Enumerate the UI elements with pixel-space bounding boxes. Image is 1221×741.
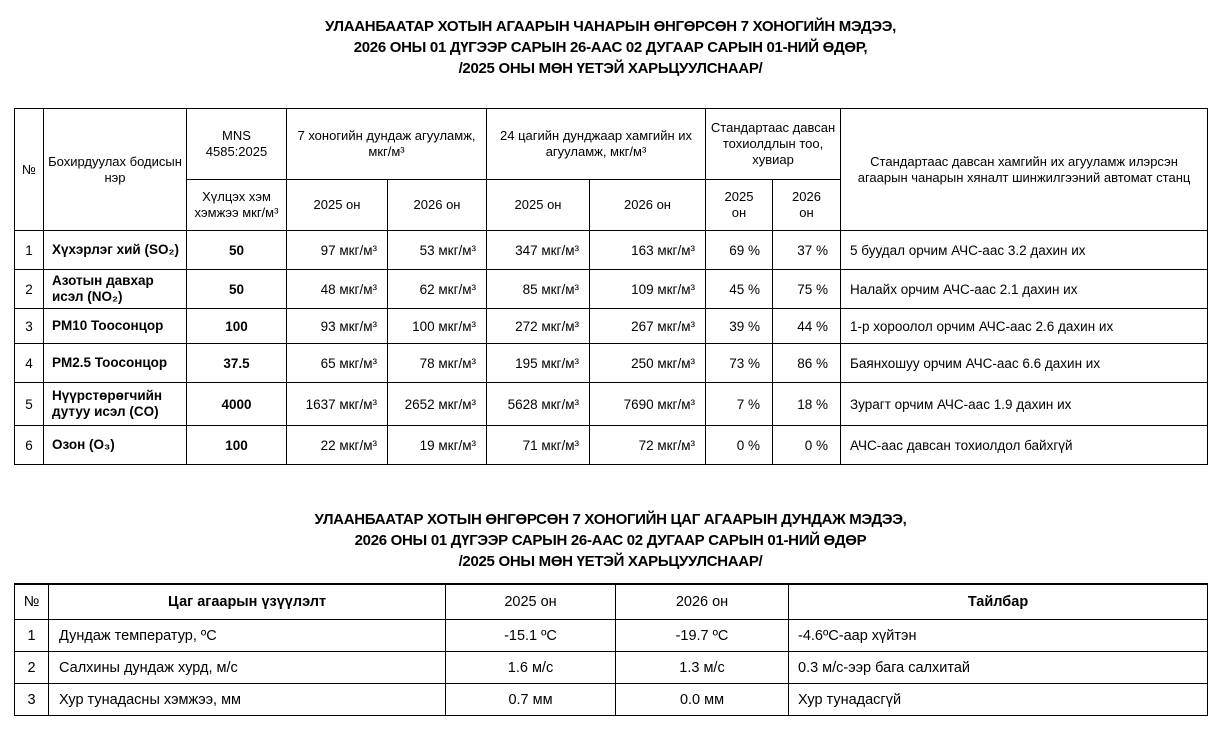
value-2026: -19.7 ºС bbox=[616, 620, 789, 652]
exceed-2025-percent: 69 % bbox=[706, 231, 773, 270]
row-number: 1 bbox=[15, 620, 49, 652]
air-header-row-1 bbox=[15, 109, 1208, 180]
avg7-2025-value: 97 мкг/м³ bbox=[287, 231, 388, 270]
col-header-exceed-2025 bbox=[706, 180, 773, 231]
station-note: АЧС-аас давсан тохиолдол байхгүй bbox=[841, 426, 1208, 465]
exceed-2026-percent: 75 % bbox=[773, 270, 841, 309]
table-row bbox=[15, 684, 1208, 716]
mns-standard-label: MNS 4585:2025 bbox=[205, 128, 268, 159]
col-header-2025: 2025 он bbox=[446, 584, 616, 620]
limit-value: 100 bbox=[187, 309, 287, 344]
avg7-2026-value: 2652 мкг/м³ bbox=[388, 383, 487, 426]
exceed-2026-percent: 37 % bbox=[773, 231, 841, 270]
max24-2025-value: 5628 мкг/м³ bbox=[487, 383, 590, 426]
table-row bbox=[15, 270, 1208, 309]
max24-2025-value: 85 мкг/м³ bbox=[487, 270, 590, 309]
row-number: 4 bbox=[15, 344, 44, 383]
max24-2025-value: 71 мкг/м³ bbox=[487, 426, 590, 465]
col-header-note: Тайлбар bbox=[789, 584, 1208, 620]
avg7-2026-value: 62 мкг/м³ bbox=[388, 270, 487, 309]
max24-2026-value: 250 мкг/м³ bbox=[590, 344, 706, 383]
pollutant-name: Хүхэрлэг хий (SO₂) bbox=[44, 231, 187, 270]
col-header-mns-standard bbox=[187, 109, 287, 180]
exceed-2025-percent: 73 % bbox=[706, 344, 773, 383]
weather-table bbox=[14, 583, 1208, 716]
note-text: -4.6ºС-аар хүйтэн bbox=[789, 620, 1208, 652]
col-header-max24-2026: 2026 он bbox=[590, 180, 706, 231]
table-row bbox=[15, 620, 1208, 652]
year-label: 2025 он bbox=[724, 189, 754, 220]
col-header-max24-2025: 2025 он bbox=[487, 180, 590, 231]
avg7-2025-value: 22 мкг/м³ bbox=[287, 426, 388, 465]
station-note: 1-р хороолол орчим АЧС-аас 2.6 дахин их bbox=[841, 309, 1208, 344]
limit-value: 37.5 bbox=[187, 344, 287, 383]
weather-title-line-1: УЛААНБААТАР ХОТЫН ӨНГӨРСӨН 7 ХОНОГИЙН ЦАГ АГААРЫН ДУНДАЖ МЭДЭЭ, bbox=[314, 511, 907, 528]
indicator-name: Салхины дундаж хурд, м/с bbox=[49, 652, 446, 684]
row-number: 1 bbox=[15, 231, 44, 270]
air-title-line-3: /2025 ОНЫ МӨН ҮЕТЭЙ ХАРЬЦУУЛСНААР/ bbox=[458, 60, 763, 77]
pollutant-name: Азотын давхар исэл (NO₂) bbox=[44, 270, 187, 309]
avg7-2025-value: 65 мкг/м³ bbox=[287, 344, 388, 383]
max24-2026-value: 72 мкг/м³ bbox=[590, 426, 706, 465]
col-header-station: Стандартаас давсан хамгийн их агууламж илэрсэн агаарын чанарын хяналт шинжилгээний автомат станц bbox=[841, 109, 1208, 231]
value-2025: 0.7 мм bbox=[446, 684, 616, 716]
row-number: 6 bbox=[15, 426, 44, 465]
exceed-2026-percent: 44 % bbox=[773, 309, 841, 344]
avg7-2025-value: 93 мкг/м³ bbox=[287, 309, 388, 344]
air-report-title bbox=[0, 0, 1221, 79]
max24-2026-value: 267 мкг/м³ bbox=[590, 309, 706, 344]
table-row bbox=[15, 231, 1208, 270]
weather-title-line-2: 2026 ОНЫ 01 ДҮГЭЭР САРЫН 26-ААС 02 ДУГААР САРЫН 01-НИЙ ӨДӨР bbox=[354, 532, 867, 549]
avg7-2026-value: 53 мкг/м³ bbox=[388, 231, 487, 270]
weather-header-row bbox=[15, 584, 1208, 620]
table-row bbox=[15, 426, 1208, 465]
col-header-avg7-2026: 2026 он bbox=[388, 180, 487, 231]
air-title-line-1: УЛААНБААТАР ХОТЫН АГААРЫН ЧАНАРЫН ӨНГӨРСӨН 7 ХОНОГИЙН МЭДЭЭ, bbox=[325, 18, 896, 35]
avg7-2026-value: 78 мкг/м³ bbox=[388, 344, 487, 383]
col-header-exceed-percent: Стандартаас давсан тохиолдлын тоо, хувиар bbox=[706, 109, 841, 180]
max24-2026-value: 109 мкг/м³ bbox=[590, 270, 706, 309]
exceed-2025-percent: 7 % bbox=[706, 383, 773, 426]
value-2025: -15.1 ºС bbox=[446, 620, 616, 652]
max24-2026-value: 163 мкг/м³ bbox=[590, 231, 706, 270]
note-text: Хур тунадасгүй bbox=[789, 684, 1208, 716]
year-label: 2026 он bbox=[792, 189, 821, 220]
pollutant-name: Озон (O₃) bbox=[44, 426, 187, 465]
exceed-2025-percent: 45 % bbox=[706, 270, 773, 309]
col-header-exceed-2026 bbox=[773, 180, 841, 231]
col-header-no: № bbox=[15, 109, 44, 231]
row-number: 3 bbox=[15, 684, 49, 716]
weather-report-title bbox=[0, 509, 1221, 572]
row-number: 2 bbox=[15, 270, 44, 309]
avg7-2026-value: 19 мкг/м³ bbox=[388, 426, 487, 465]
indicator-name: Дундаж температур, ºС bbox=[49, 620, 446, 652]
col-header-avg7-2025: 2025 он bbox=[287, 180, 388, 231]
avg7-2026-value: 100 мкг/м³ bbox=[388, 309, 487, 344]
max24-2025-value: 272 мкг/м³ bbox=[487, 309, 590, 344]
limit-value: 4000 bbox=[187, 383, 287, 426]
station-note: 5 буудал орчим АЧС-аас 3.2 дахин их bbox=[841, 231, 1208, 270]
pollutant-name: PM10 Тоосонцор bbox=[44, 309, 187, 344]
table-row bbox=[15, 652, 1208, 684]
col-header-indicator: Цаг агаарын үзүүлэлт bbox=[49, 584, 446, 620]
exceed-2026-percent: 18 % bbox=[773, 383, 841, 426]
avg7-2025-value: 48 мкг/м³ bbox=[287, 270, 388, 309]
avg7-2025-value: 1637 мкг/м³ bbox=[287, 383, 388, 426]
pollutant-name: PM2.5 Тоосонцор bbox=[44, 344, 187, 383]
weather-title-line-3: /2025 ОНЫ МӨН ҮЕТЭЙ ХАРЬЦУУЛСНААР/ bbox=[458, 553, 763, 570]
table-row bbox=[15, 309, 1208, 344]
row-number: 3 bbox=[15, 309, 44, 344]
air-title-line-2: 2026 ОНЫ 01 ДҮГЭЭР САРЫН 26-ААС 02 ДУГААР САРЫН 01-НИЙ ӨДӨР, bbox=[353, 39, 868, 56]
exceed-2026-percent: 0 % bbox=[773, 426, 841, 465]
value-2026: 0.0 мм bbox=[616, 684, 789, 716]
pollutant-name: Нүүрстөрөгчийн дутуу исэл (CO) bbox=[44, 383, 187, 426]
exceed-2026-percent: 86 % bbox=[773, 344, 841, 383]
limit-value: 100 bbox=[187, 426, 287, 465]
row-number: 5 bbox=[15, 383, 44, 426]
col-header-pollutant: Бохирдуулах бодисын нэр bbox=[44, 109, 187, 231]
value-2025: 1.6 м/с bbox=[446, 652, 616, 684]
station-note: Налайх орчим АЧС-аас 2.1 дахин их bbox=[841, 270, 1208, 309]
col-header-limit: Хүлцэх хэм хэмжээ мкг/м³ bbox=[187, 180, 287, 231]
value-2026: 1.3 м/с bbox=[616, 652, 789, 684]
col-header-weekly-average: 7 хоногийн дундаж агууламж, мкг/м³ bbox=[287, 109, 487, 180]
table-row bbox=[15, 344, 1208, 383]
station-note: Баянхошуу орчим АЧС-аас 6.6 дахин их bbox=[841, 344, 1208, 383]
col-header-24h-max: 24 цагийн дунджаар хамгийн их агууламж, мкг/м³ bbox=[487, 109, 706, 180]
col-header-2026: 2026 он bbox=[616, 584, 789, 620]
max24-2025-value: 347 мкг/м³ bbox=[487, 231, 590, 270]
station-note: Зурагт орчим АЧС-аас 1.9 дахин их bbox=[841, 383, 1208, 426]
exceed-2025-percent: 39 % bbox=[706, 309, 773, 344]
indicator-name: Хур тунадасны хэмжээ, мм bbox=[49, 684, 446, 716]
max24-2026-value: 7690 мкг/м³ bbox=[590, 383, 706, 426]
exceed-2025-percent: 0 % bbox=[706, 426, 773, 465]
table-row bbox=[15, 383, 1208, 426]
limit-value: 50 bbox=[187, 270, 287, 309]
row-number: 2 bbox=[15, 652, 49, 684]
max24-2025-value: 195 мкг/м³ bbox=[487, 344, 590, 383]
col-header-no: № bbox=[15, 584, 49, 620]
air-quality-table bbox=[14, 108, 1208, 465]
note-text: 0.3 м/с-ээр бага салхитай bbox=[789, 652, 1208, 684]
limit-value: 50 bbox=[187, 231, 287, 270]
